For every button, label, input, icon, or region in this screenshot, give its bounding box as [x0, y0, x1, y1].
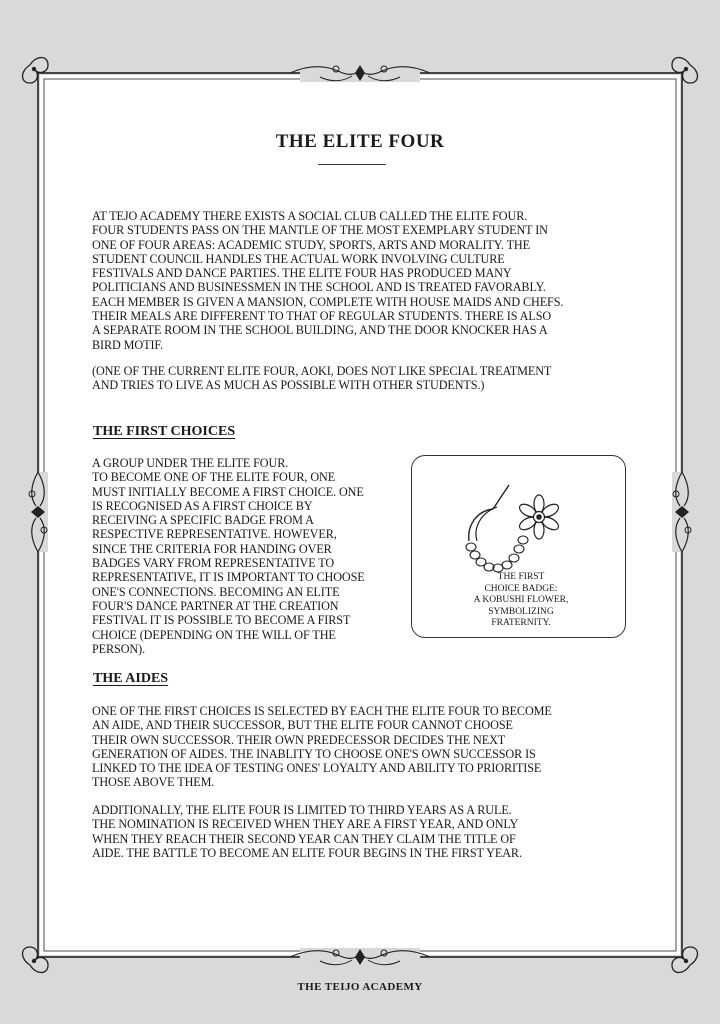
- page-title: THE ELITE FOUR: [275, 131, 445, 152]
- aides-paragraph-1: ONE OF THE FIRST CHOICES IS SELECTED BY EACH THE ELITE FOUR TO BECOME AN AIDE, AND THEIR SUCCESSOR, BUT THE ELITE FOUR CANNOT CHOOSE THEIR OWN SUCCESSOR. THEIR OWN PREDECESSOR DECIDES THE NEXT GENERATION OF AIDES. THE INABLITY TO CHOOSE ONE'S OWN SUCCESSOR IS LINKED TO THE IDEA OF TESTING ONES' LOYALTY AND ABILITY TO PRIORITISE THOSE ABOVE THEM.: [92, 704, 552, 790]
- section-heading-aides: THE AIDES: [93, 671, 169, 686]
- section-heading-first-choices: THE FIRST CHOICES: [93, 424, 236, 439]
- note-paragraph: (ONE OF THE CURRENT ELITE FOUR, AOKI, DOES NOT LIKE SPECIAL TREATMENT AND TRIES TO LIVE AS MUCH AS POSSIBLE WITH OTHER STUDENTS.): [92, 364, 552, 393]
- first-choices-paragraph: A GROUP UNDER THE ELITE FOUR. TO BECOME ONE OF THE ELITE FOUR, ONE MUST INITIALLY BECOME A FIRST CHOICE. ONE IS RECOGNISED AS A FIRST CHOICE BY RECEIVING A SPECIFIC BADGE FROM A RESPECTIVE REPRESENTATIVE. HOWEVER, SINCE THE CRITERIA FOR HANDING OVER BADGES VARY FROM REPRESENTATIVE TO REPRESENTATIVE, IT IS IMPORTANT TO CHOOSE ONE'S CONNECTIONS. BECOMING AN ELITE FOUR'S DANCE PARTNER AT THE CREATION FESTIVAL IT IS POSSIBLE TO BECOME A FIRST CHOICE (DEPENDING ON THE WILL OF THE PERSON).: [92, 456, 365, 656]
- page-footer: THE TEIJO ACADEMY: [297, 981, 423, 993]
- title-divider: [318, 164, 386, 165]
- badge-caption: THE FIRST CHOICE BADGE: A KOBUSHI FLOWER, SYMBOLIZING FRATERNITY.: [473, 572, 569, 628]
- aides-paragraph-2: ADDITIONALLY, THE ELITE FOUR IS LIMITED TO THIRD YEARS AS A RULE. THE NOMINATION IS RECEIVED WHEN THEY ARE A FIRST YEAR, AND ONLY WHEN THEY REACH THEIR SECOND YEAR CAN THEY CLAIM THE TITLE OF AIDE. THE BATTLE TO BECOME AN ELITE FOUR BEGINS IN THE FIRST YEAR.: [92, 803, 522, 860]
- intro-paragraph: AT TEJO ACADEMY THERE EXISTS A SOCIAL CLUB CALLED THE ELITE FOUR. FOUR STUDENTS PASS ON THE MANTLE OF THE MOST EXEMPLARY STUDENT IN ONE OF FOUR AREAS: ACADEMIC STUDY, SPORTS, ARTS AND MORALITY. THE STUDENT COUNCIL HANDLES THE ACTUAL WORK INVOLVING CULTURE FESTIVALS AND DANCE PARTIES. THE ELITE FOUR HAS PRODUCED MANY POLITICIANS AND BUSINESSMEN IN THE SCHOOL AND IS TREATED FAVORABLY. EACH MEMBER IS GIVEN A MANSION, COMPLETE WITH HOUSE MAIDS AND CHEFS. THEIR MEALS ARE DIFFERENT TO THAT OF REGULAR STUDENTS. THERE IS ALSO A SEPARATE ROOM IN THE SCHOOL BUILDING, AND THE DOOR KNOCKER HAS A BIRD MOTIF.: [92, 209, 564, 352]
